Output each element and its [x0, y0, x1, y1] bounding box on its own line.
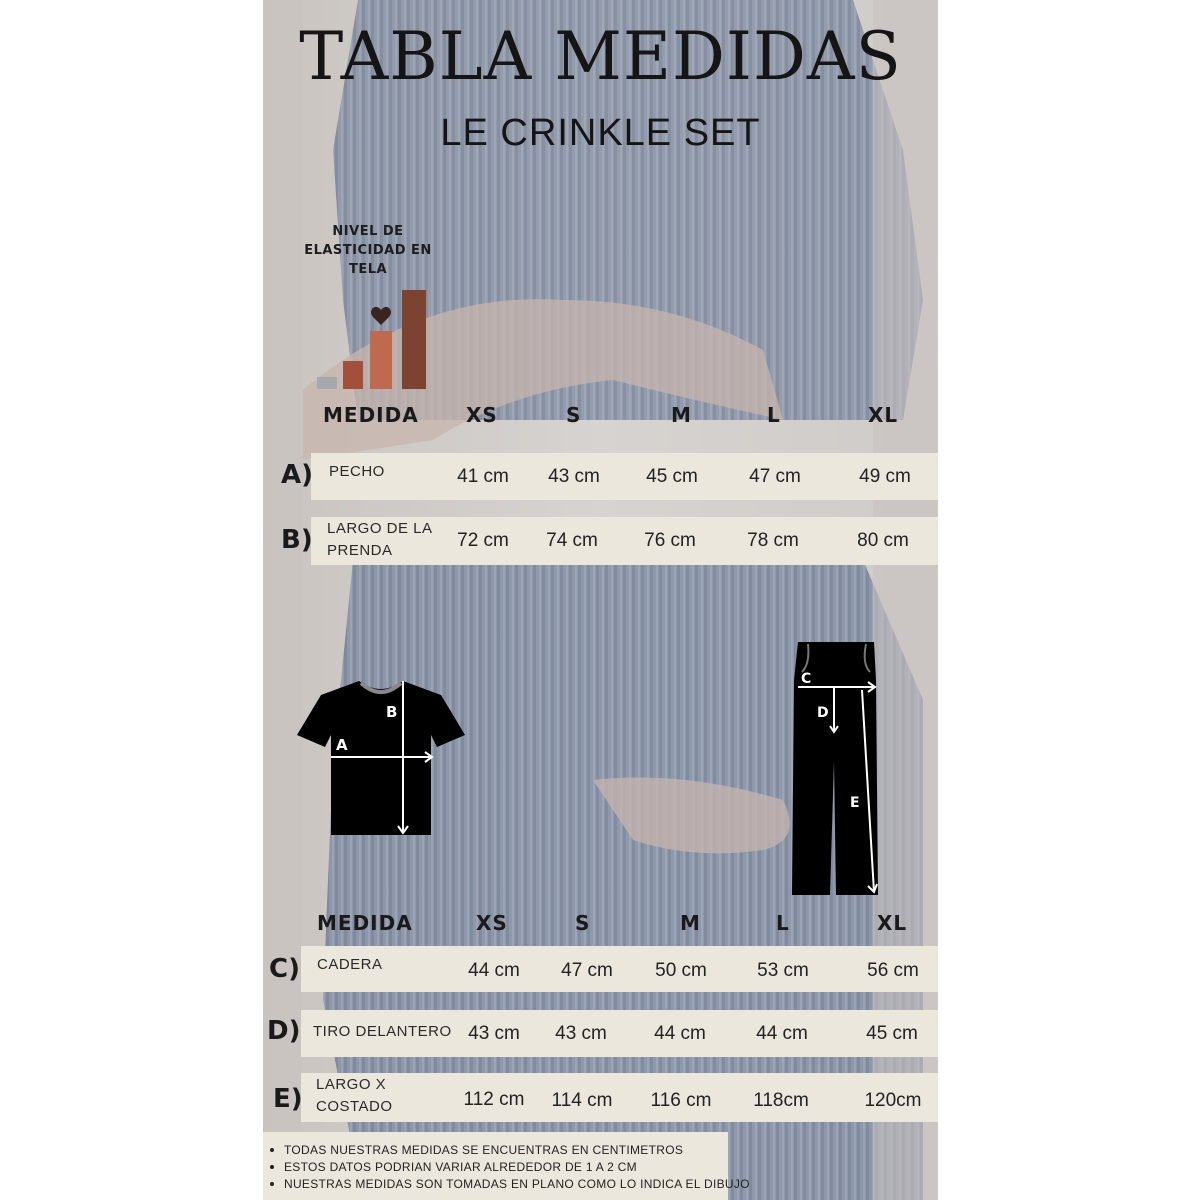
bullet — [270, 1182, 274, 1186]
page-title: TABLA MEDIDAS — [299, 18, 902, 95]
row-label-line: PRENDA — [327, 542, 393, 559]
elasticity-label-line: ELASTICIDAD EN — [304, 243, 432, 258]
diagram-label-b: B — [386, 703, 398, 721]
table-header-s: S — [566, 403, 582, 427]
table-cell: 80 cm — [857, 530, 909, 551]
table-cell: 44 cm — [756, 1023, 808, 1044]
table-cell: 50 cm — [655, 960, 707, 981]
table-header-m: M — [671, 403, 692, 427]
table-cell: 72 cm — [457, 530, 509, 551]
table-header-s: S — [575, 911, 591, 935]
page-subtitle: LE CRINKLE SET — [440, 112, 761, 154]
elasticity-bar-3 — [370, 331, 392, 389]
row-letter: A) — [281, 460, 314, 490]
elasticity-label-line: NIVEL DE — [332, 224, 404, 239]
table-header-xs: XS — [476, 911, 508, 935]
table-cell: 114 cm — [551, 1090, 613, 1111]
table-cell: 47 cm — [561, 960, 613, 981]
note-text: ESTOS DATOS PODRIAN VARIAR ALREDEDOR DE 1 A 2 CM — [284, 1160, 637, 1174]
elasticity-level-chart — [313, 285, 433, 393]
table-cell: 43 cm — [468, 1023, 520, 1044]
diagram-label-e: E — [850, 795, 860, 811]
table-header-l: L — [776, 911, 790, 935]
row-label-line: LARGO DE LA — [327, 520, 433, 537]
table-cell: 120cm — [864, 1090, 922, 1111]
elasticity-label — [293, 222, 443, 279]
diagram-label-a: A — [336, 736, 348, 754]
size-chart-panel — [263, 0, 938, 1200]
table-cell: 112 cm — [463, 1089, 525, 1110]
table-cell: 44 cm — [468, 960, 520, 981]
note-text: TODAS NUESTRAS MEDIDAS SE ENCUENTRAS EN CENTIMETROS — [284, 1143, 684, 1157]
row-label: TIRO DELANTERO — [313, 1023, 452, 1040]
table-cell: 53 cm — [757, 960, 809, 981]
table-cell: 43 cm — [555, 1023, 607, 1044]
table-cell: 49 cm — [859, 466, 911, 487]
table-header-xl: XL — [868, 403, 899, 427]
table-cell: 44 cm — [654, 1023, 706, 1044]
table-header-xl: XL — [877, 911, 908, 935]
heart-icon — [371, 307, 391, 325]
table-header-m: M — [680, 911, 701, 935]
table-cell: 116 cm — [650, 1090, 712, 1111]
row-letter: C) — [269, 954, 300, 984]
table-header-medida: MEDIDA — [323, 403, 419, 427]
table-cell: 78 cm — [747, 530, 799, 551]
row-letter: B) — [281, 525, 313, 555]
table-cell: 56 cm — [867, 960, 919, 981]
pants-icon — [790, 640, 885, 898]
elasticity-bar-1 — [317, 377, 337, 389]
diagram-label-d: D — [817, 705, 829, 721]
table-cell: 41 cm — [457, 466, 509, 487]
table-header-l: L — [767, 403, 781, 427]
table-cell: 47 cm — [749, 466, 801, 487]
row-label-line: LARGO X — [316, 1076, 387, 1093]
row-label — [327, 518, 433, 562]
table-cell: 118cm — [753, 1090, 809, 1111]
diagram-label-c: C — [801, 671, 812, 687]
table-cell: 45 cm — [646, 466, 698, 487]
table-cell: 74 cm — [546, 530, 598, 551]
row-label: CADERA — [317, 956, 383, 973]
row-label-line: COSTADO — [316, 1098, 393, 1115]
row-letter: E) — [273, 1084, 303, 1114]
elasticity-bar-4 — [402, 290, 426, 389]
elasticity-bar-2 — [343, 361, 363, 389]
row-letter: D) — [267, 1016, 301, 1046]
tshirt-icon — [291, 675, 471, 840]
table-cell: 45 cm — [866, 1023, 918, 1044]
note-text: NUESTRAS MEDIDAS SON TOMADAS EN PLANO COMO LO INDICA EL DIBUJO — [284, 1177, 750, 1191]
table-header-medida: MEDIDA — [317, 911, 413, 935]
bullet — [270, 1165, 274, 1169]
row-label — [316, 1074, 393, 1118]
bullet — [270, 1148, 274, 1152]
table-cell: 43 cm — [548, 466, 600, 487]
elasticity-label-line: TELA — [348, 262, 388, 277]
table-header-xs: XS — [466, 403, 498, 427]
row-label: PECHO — [329, 463, 385, 480]
table-cell: 76 cm — [644, 530, 696, 551]
